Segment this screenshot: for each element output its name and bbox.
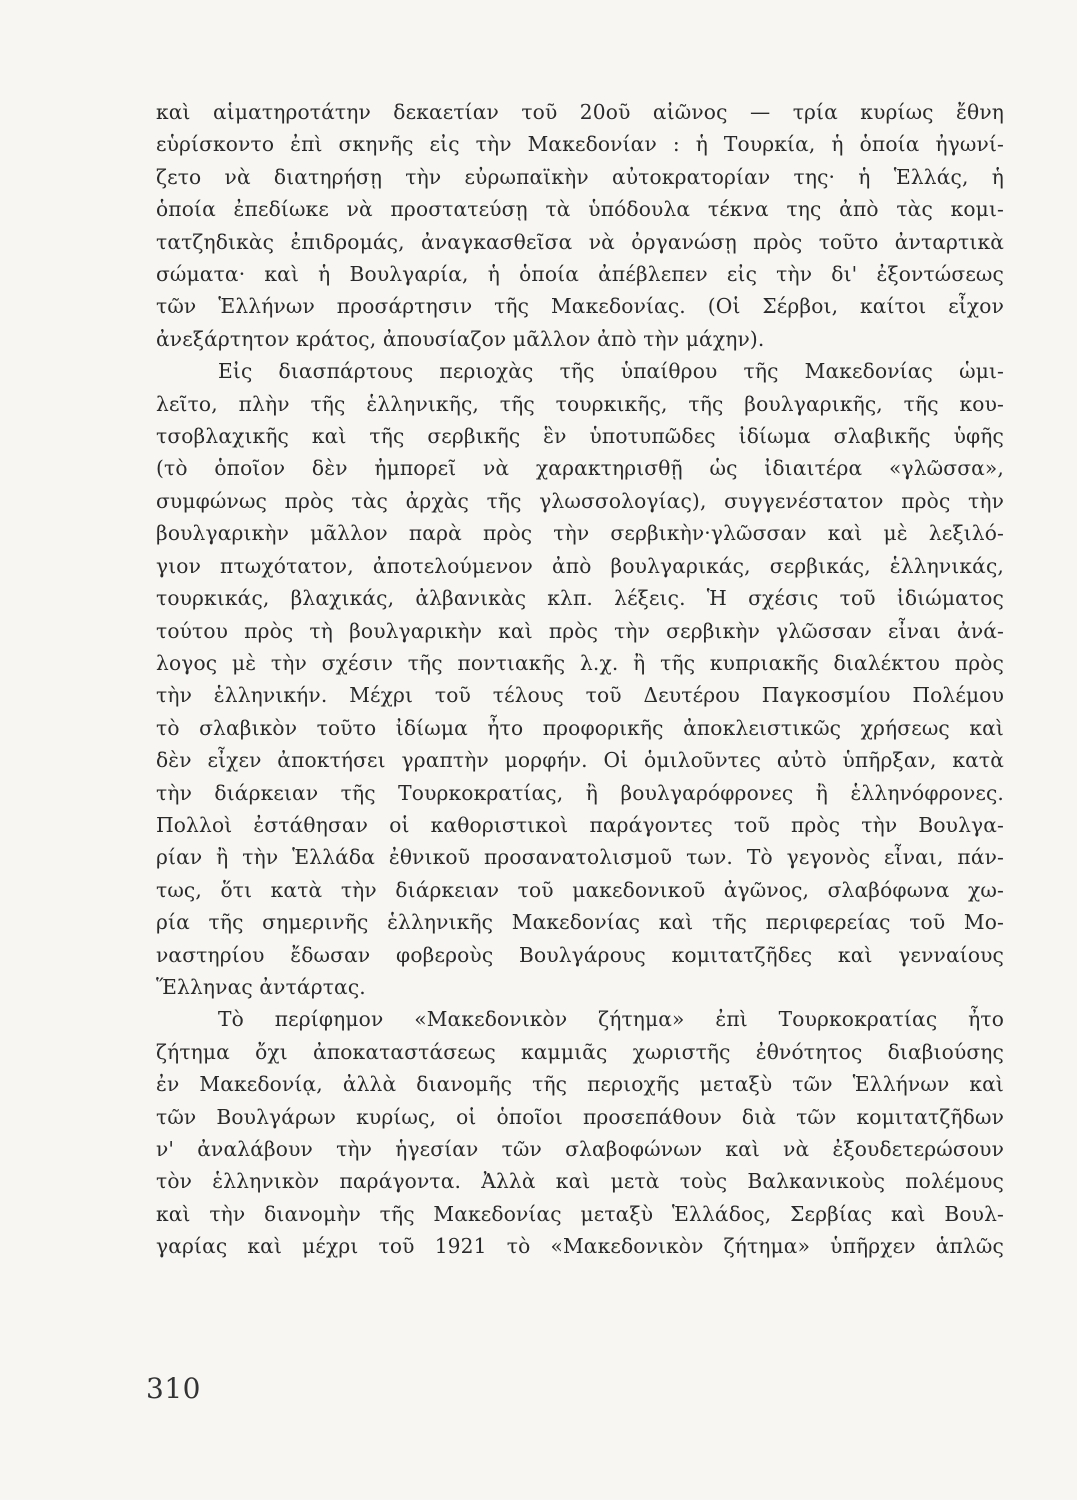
- text-line: Ἕλληνας ἀντάρτας.: [156, 974, 366, 999]
- text-line: δὲν εἶχεν ἀποκτήσει γραπτὴν μορφήν. Οἱ ὁμιλοῦντες αὐτὸ ὑπῆρξαν, κατὰ: [156, 748, 1004, 773]
- text-line: τσοβλαχικῆς καὶ τῆς σερβικῆς ἓν ὑποτυπῶδες ἰδίωμα σλαβικῆς ὑφῆς: [156, 424, 1004, 449]
- text-line: τὴν διάρκειαν τῆς Τουρκοκρατίας, ἢ βουλγαρόφρονες ἢ ἑλληνόφρονες.: [156, 780, 1004, 805]
- paragraph: [156, 355, 1004, 1003]
- text-line: ἀνεξάρτητον κράτος, ἀπουσίαζον μᾶλλον ἀπὸ τὴν μάχην).: [156, 326, 765, 351]
- text-line: τὸ σλαβικὸν τοῦτο ἰδίωμα ἦτο προφορικῆς ἀποκλειστικῶς χρήσεως καὶ: [156, 715, 1004, 740]
- text-line: ἐν Μακεδονίᾳ, ἀλλὰ διανομῆς τῆς περιοχῆς μεταξὺ τῶν Ἑλλήνων καὶ: [156, 1072, 1004, 1097]
- page-number: 310: [146, 1372, 201, 1405]
- text-line: ρίαν ἢ τὴν Ἑλλάδα ἐθνικοῦ προσανατολισμοῦ των. Τὸ γεγονὸς εἶναι, πάν-: [156, 845, 1004, 870]
- text-line: τὸν ἑλληνικὸν παράγοντα. Ἀλλὰ καὶ μετὰ τοὺς Βαλκανικοὺς πολέμους: [156, 1169, 1004, 1194]
- text-line: Τὸ περίφημον «Μακεδονικὸν ζήτημα» ἐπὶ Τουρκοκρατίας ἦτο: [218, 1007, 1004, 1032]
- text-line: καὶ αἱματηροτάτην δεκαετίαν τοῦ 20οῦ αἰῶνος — τρία κυρίως ἔθνη: [156, 100, 1004, 124]
- text-line: τῶν Βουλγάρων κυρίως, οἱ ὁποῖοι προσεπάθουν διὰ τῶν κομιτατζῆδων: [156, 1104, 1004, 1129]
- text-line: ζήτημα ὄχι ἀποκαταστάσεως καμμιᾶς χωριστῆς ἐθνότητος διαβιούσης: [156, 1039, 1004, 1064]
- text-line: Εἰς διασπάρτους περιοχὰς τῆς ὑπαίθρου τῆς Μακεδονίας ὡμι-: [218, 359, 1004, 384]
- text-line: Πολλοὶ ἐστάθησαν οἱ καθοριστικοὶ παράγοντες τοῦ πρὸς τὴν Βουλγα-: [156, 812, 1004, 837]
- text-line: βουλγαρικὴν μᾶλλον παρὰ πρὸς τὴν σερβικὴν·γλῶσσαν καὶ μὲ λεξιλό-: [156, 521, 1004, 546]
- text-line: ὁποία ἐπεδίωκε νὰ προστατεύσῃ τὰ ὑπόδουλα τέκνα της ἀπὸ τὰς κομι-: [156, 197, 1004, 222]
- text-line: συμφώνως πρὸς τὰς ἀρχὰς τῆς γλωσσολογίας), συγγενέστατον πρὸς τὴν: [156, 488, 1004, 513]
- text-line: σώματα· καὶ ἡ Βουλγαρία, ἡ ὁποία ἀπέβλεπεν εἰς τὴν δι' ἐξοντώσεως: [156, 262, 1004, 287]
- paragraph: [156, 96, 1004, 355]
- text-line: τὴν ἑλληνικήν. Μέχρι τοῦ τέλους τοῦ Δευτέρου Παγκοσμίου Πολέμου: [156, 683, 1004, 708]
- text-line: καὶ τὴν διανομὴν τῆς Μακεδονίας μεταξὺ Ἑλλάδος, Σερβίας καὶ Βουλ-: [156, 1201, 1004, 1226]
- text-line: ζετο νὰ διατηρήσῃ τὴν εὐρωπαϊκὴν αὐτοκρατορίαν της· ἡ Ἑλλάς, ἡ: [156, 164, 1004, 189]
- body-text: [156, 96, 1004, 1263]
- text-line: ρία τῆς σημερινῆς ἑλληνικῆς Μακεδονίας καὶ τῆς περιφερείας τοῦ Μο-: [156, 910, 1004, 935]
- text-line: τως, ὅτι κατὰ τὴν διάρκειαν τοῦ μακεδονικοῦ ἀγῶνος, σλαβόφωνα χω-: [156, 877, 1004, 902]
- text-line: εὑρίσκοντο ἐπὶ σκηνῆς εἰς τὴν Μακεδονίαν : ἡ Τουρκία, ἡ ὁποία ἠγωνί-: [156, 132, 1004, 157]
- text-line: γαρίας καὶ μέχρι τοῦ 1921 τὸ «Μακεδονικὸν ζήτημα» ὑπῆρχεν ἁπλῶς: [156, 1234, 1004, 1259]
- text-line: ν' ἀναλάβουν τὴν ἡγεσίαν τῶν σλαβοφώνων καὶ νὰ ἐξουδετερώσουν: [156, 1137, 1004, 1161]
- text-line: τουρκικάς, βλαχικάς, ἀλβανικὰς κλπ. λέξεις. Ἡ σχέσις τοῦ ἰδιώματος: [156, 586, 1004, 611]
- text-line: (τὸ ὁποῖον δὲν ἠμπορεῖ νὰ χαρακτηρισθῇ ὡς ἰδιαιτέρα «γλῶσσα»,: [156, 456, 1004, 481]
- text-line: τῶν Ἑλλήνων προσάρτησιν τῆς Μακεδονίας. (Οἱ Σέρβοι, καίτοι εἶχον: [156, 294, 1004, 319]
- paragraph: [156, 1003, 1004, 1262]
- text-line: ναστηρίου ἔδωσαν φοβεροὺς Βουλγάρους κομιτατζῆδες καὶ γενναίους: [156, 942, 1004, 967]
- text-line: λεῖτο, πλὴν τῆς ἑλληνικῆς, τῆς τουρκικῆς, τῆς βουλγαρικῆς, τῆς κου-: [156, 391, 1004, 416]
- text-line: τούτου πρὸς τὴ βουλγαρικὴν καὶ πρὸς τὴν σερβικὴν γλῶσσαν εἶναι ἀνά-: [156, 618, 1004, 643]
- text-line: τατζηδικὰς ἐπιδρομάς, ἀναγκασθεῖσα νὰ ὀργανώσῃ πρὸς τοῦτο ἀνταρτικὰ: [156, 229, 1004, 254]
- text-line: λογος μὲ τὴν σχέσιν τῆς ποντιακῆς λ.χ. ἢ τῆς κυπριακῆς διαλέκτου πρὸς: [156, 650, 1004, 675]
- text-line: γιον πτωχότατον, ἀποτελούμενον ἀπὸ βουλγαρικάς, σερβικάς, ἑλληνικάς,: [156, 553, 1004, 578]
